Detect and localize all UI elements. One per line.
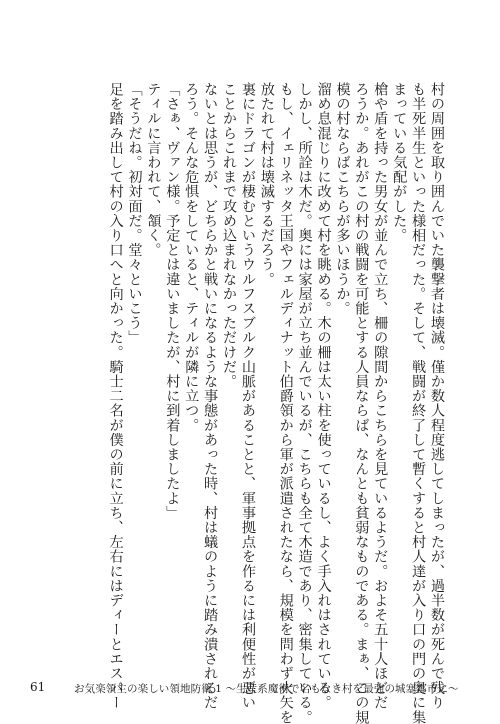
text-line: 模の村ならばこちらが多いほうか。 — [334, 82, 351, 316]
text-line: しかし、所詮は木だ。奥には家屋が立ち並んでいるが、こちらも全て木造であり、密集している。 — [296, 82, 313, 724]
text-line: ないとは思うが、どちらかと戦いになるような事態があった時、村は蟻のように踏み潰されるだ — [202, 82, 219, 710]
text-line: 足を踏み出して村の入り口へと向かった。騎士二名が僕の前に立ち、左右にはディーとエスパー — [107, 82, 124, 710]
text-line: ことからこれまで攻め込まれなかっただけだ。 — [221, 82, 238, 389]
text-line: も半死半生といった様相だった。そして、戦闘が終了して暫くすると村人達が入り口の門の奥に集 — [410, 82, 427, 724]
text-line: ティルに言われて、頷く。 — [145, 82, 162, 258]
text-line: まっている気配がした。 — [391, 82, 408, 243]
text-line: 「さぁ、ヴァン様。予定とは違いましたが、村に到着しましたよ」 — [164, 82, 181, 520]
text-line: 村の周囲を取り囲んでいた襲撃者は壊滅。僅か数人程度逃してしまったが、過半数が死んで残り — [429, 82, 445, 710]
text-line: 溜め息混じりに改めて村を眺める。木の柵は太い柱を使っているし、よく手入れはされている。 — [315, 82, 332, 710]
page-number: 61 — [30, 680, 46, 694]
text-line: 槍や盾を持った男女が並んで立ち、柵の隙間からこちらを見ているようだ。およそ五十人ほどだ — [372, 82, 389, 710]
text-line: 放たれて村は壊滅するだろう。 — [258, 82, 275, 287]
text-line: 裏にドラゴンが棲むというウルフスブルク山脈があることと、軍事拠点を作るには利便性が悪い — [239, 82, 256, 710]
running-title: お気楽領主の楽しい領地防衛 1 ～生産系魔術で名もなき村を最強の城塞都市に～ — [74, 683, 459, 695]
page-footer — [30, 680, 480, 696]
text-line: ろうか。あれがこの村の戦闘を可能とする人員ならば、なんとも貧弱なものである。まぁ、この規 — [353, 82, 370, 724]
text-line: 「そうだね。初対面だ。堂々といこう」 — [126, 82, 143, 345]
text-line: もし、イェリネッタ王国やフェルディナット伯爵領から軍が派遣されたなら、規模を問わず火矢を — [277, 82, 294, 724]
text-line: ろう。そんな危惧をしていると、ティルが隣に立つ。 — [183, 82, 200, 433]
